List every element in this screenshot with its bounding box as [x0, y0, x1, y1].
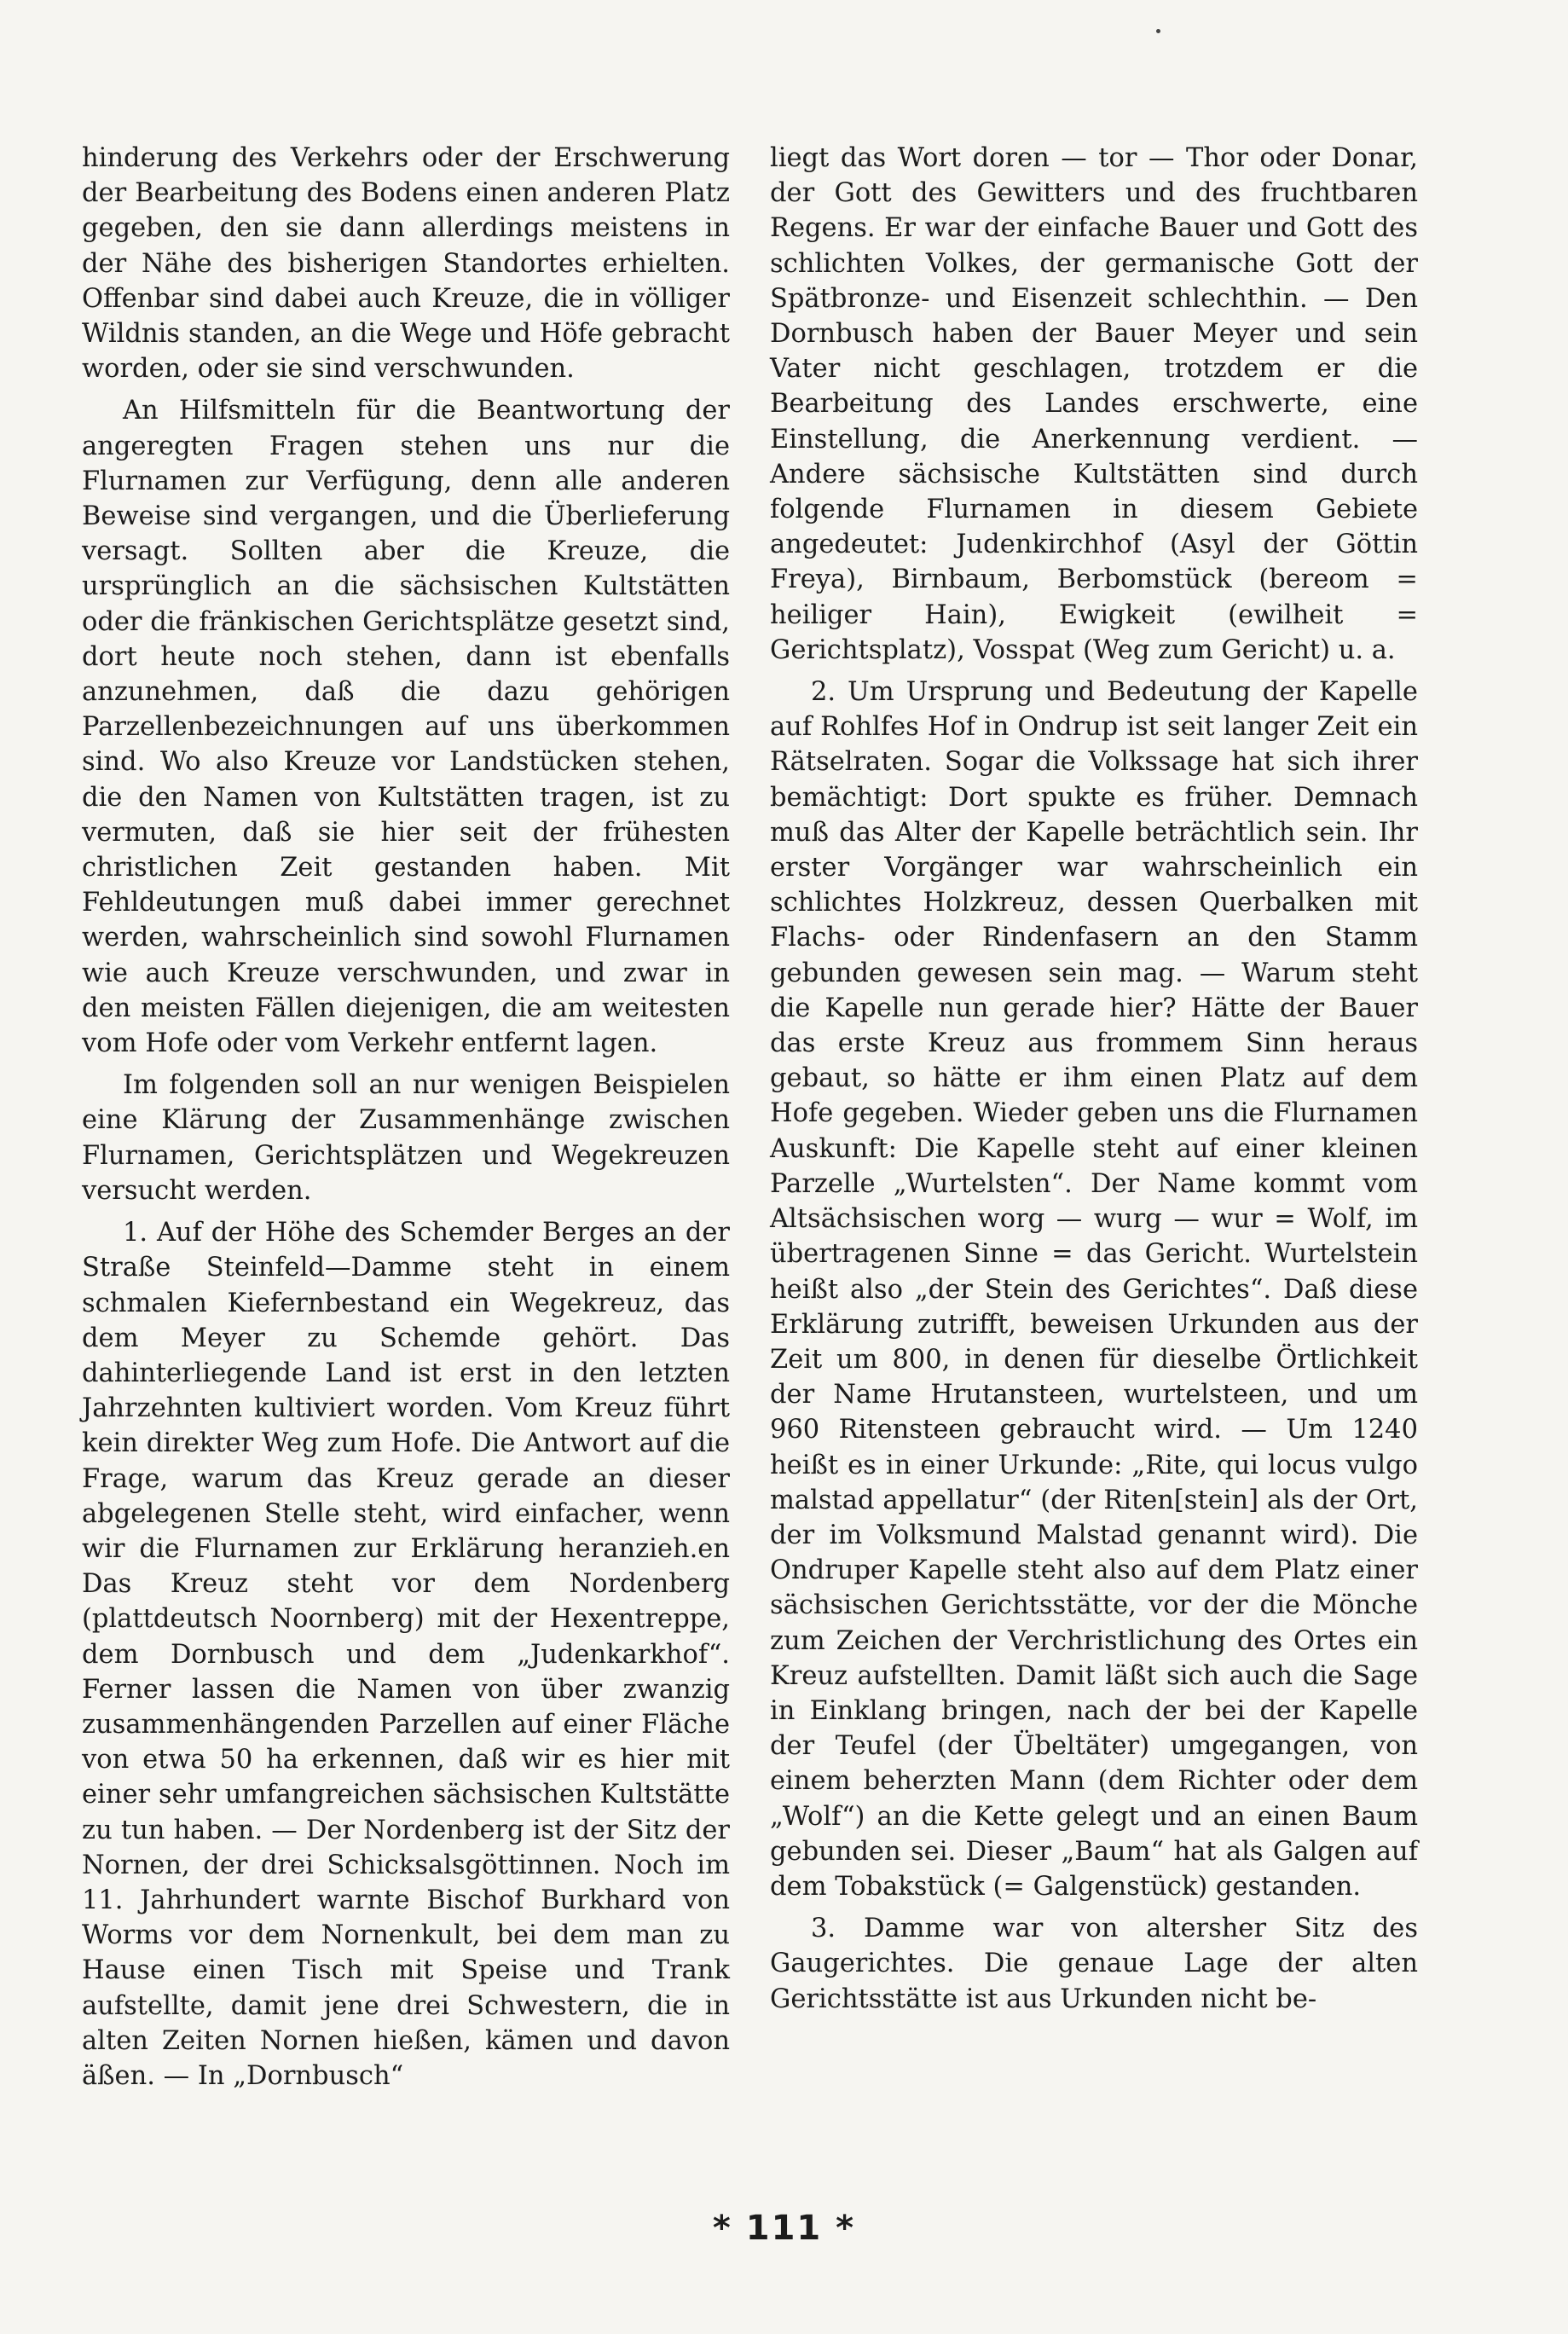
right-text-column — [770, 141, 1418, 2024]
paragraph: Im folgenden soll an nur wenigen Beispielen eine Klärung der Zusammenhänge zwischen Flurnamen, Gerichtsplätzen und Wegekreuzen versucht werden. — [82, 1070, 730, 1206]
page-number: * 111 * — [712, 2209, 856, 2248]
paragraph: liegt das Wort doren — tor — Thor oder Donar, der Gott des Gewitters und des fruchtbaren Regens. Er war der einfache Bauer und Gott des schlichten Volkes, der germanische Gott der Spätbronze- und Eisenzeit schlechthin. — Den Dornbusch haben der Bauer Meyer und sein Vater nicht geschlagen, trotzdem er die Bearbeitung des Landes erschwerte, eine Einstellung, die Anerkennung verdient. — Andere sächsische Kultstätten sind durch folgende Flurnamen in diesem Gebiete angedeutet: Judenkirchhof (Asyl der Göttin Freya), Birnbaum, Berbomstück (bereom = heiliger Hain), Ewigkeit (ewilheit = Gerichtsplatz), Vosspat (Weg zum Gericht) u. a. — [770, 143, 1418, 665]
print-speck — [1156, 29, 1160, 33]
paragraph: 2. Um Ursprung und Bedeutung der Kapelle auf Rohlfes Hof in Ondrup ist seit langer Zeit ein Rätselraten. Sogar die Volkssage hat sich ihrer bemächtigt: Dort spukte es früher. Demnach muß das Alter der Kapelle beträchtlich sein. Ihr erster Vorgänger war wahrscheinlich ein schlichtes Holzkreuz, dessen Querbalken mit Flachs- oder Rindenfasern an den Stamm gebunden gewesen sein mag. — Warum steht die Kapelle nun gerade hier? Hätte der Bauer das erste Kreuz aus frommem Sinn heraus gebaut, so hätte er ihm einen Platz auf dem Hofe gegeben. Wieder geben uns die Flurnamen Auskunft: Die Kapelle steht auf einer kleinen Parzelle „Wurtelsten“. Der Name kommt vom Altsächsischen worg — wurg — wur = Wolf, im übertragenen Sinne = das Gericht. Wurtelstein heißt also „der Stein des Gerichtes“. Daß diese Erklärung zutrifft, beweisen Urkunden aus der Zeit um 800, in denen für dieselbe Örtlichkeit der Name Hrutansteen, wurtelsteen, und um 960 Ritensteen gebraucht wird. — Um 1240 heißt es in einer Urkunde: „Rite, qui locus vulgo malstad appellatur“ (der Riten[stein] als der Ort, der im Volksmund Malstad genannt wird). Die Ondruper Kapelle steht also auf dem Platz einer sächsischen Gerichtsstätte, vor der die Mönche zum Zeichen der Verchristlichung des Ortes ein Kreuz aufstellten. Damit läßt sich auch die Sage in Einklang bringen, nach der bei der Kapelle der Teufel (der Übeltäter) umgegangen, von einem beherzten Mann (dem Richter oder dem „Wolf“) an die Kette gelegt und an einen Baum gebunden sei. Dieser „Baum“ hat als Galgen auf dem Tobakstück (= Galgenstück) gestanden. — [770, 677, 1418, 1902]
left-text-column — [82, 141, 730, 2100]
paragraph: 1. Auf der Höhe des Schemder Berges an der Straße Steinfeld—Damme steht in einem schmalen Kiefernbestand ein Wegekreuz, das dem Meyer zu Schemde gehört. Das dahinterliegende Land ist erst in den letzten Jahrzehnten kultiviert worden. Vom Kreuz führt kein direkter Weg zum Hofe. Die Antwort auf die Frage, warum das Kreuz gerade an dieser abgelegenen Stelle steht, wird einfacher, wenn wir die Flurnamen zur Erklärung heranzieh.en Das Kreuz steht vor dem Nordenberg (plattdeutsch Noornberg) mit der Hexentreppe, dem Dornbusch und dem „Judenkarkhof“. Ferner lassen die Namen von über zwanzig zusammenhängenden Parzellen auf einer Fläche von etwa 50 ha erkennen, daß wir es hier mit einer sehr umfangreichen sächsischen Kultstätte zu tun haben. — Der Nordenberg ist der Sitz der Nornen, der drei Schicksalsgöttinnen. Noch im 11. Jahrhundert warnte Bischof Burkhard von Worms vor dem Nornenkult, bei dem man zu Hause einen Tisch mit Speise und Trank aufstellte, damit jene drei Schwestern, die in alten Zeiten Nornen hießen, kämen und davon äßen. — In „Dornbusch“ — [82, 1218, 730, 2091]
paragraph: An Hilfsmitteln für die Beantwortung der angeregten Fragen stehen uns nur die Flurnamen zur Verfügung, denn alle anderen Beweise sind vergangen, und die Überlieferung versagt. Sollten aber die Kreuze, die ursprünglich an die sächsischen Kultstätten oder die fränkischen Gerichtsplätze gesetzt sind, dort heute noch stehen, dann ist ebenfalls anzunehmen, daß die dazu gehörigen Parzellenbezeichnungen auf uns überkommen sind. Wo also Kreuze vor Landstücken stehen, die den Namen von Kultstätten tragen, ist zu vermuten, daß sie hier seit der frühesten christlichen Zeit gestanden haben. Mit Fehldeutungen muß dabei immer gerechnet werden, wahrscheinlich sind sowohl Flurnamen wie auch Kreuze verschwunden, und zwar in den meisten Fällen diejenigen, die am weitesten vom Hofe oder vom Verkehr entfernt lagen. — [82, 396, 730, 1059]
paragraph: hinderung des Verkehrs oder der Erschwerung der Bearbeitung des Bodens einen anderen Platz gegeben, den sie dann allerdings meistens in der Nähe des bisherigen Standortes erhielten. Offenbar sind dabei auch Kreuze, die in völliger Wildnis standen, an die Wege und Höfe gebracht worden, oder sie sind verschwunden. — [82, 143, 730, 385]
paragraph: 3. Damme war von altersher Sitz des Gaugerichtes. Die genaue Lage der alten Gerichtsstätte ist aus Urkunden nicht be- — [770, 1914, 1418, 2014]
